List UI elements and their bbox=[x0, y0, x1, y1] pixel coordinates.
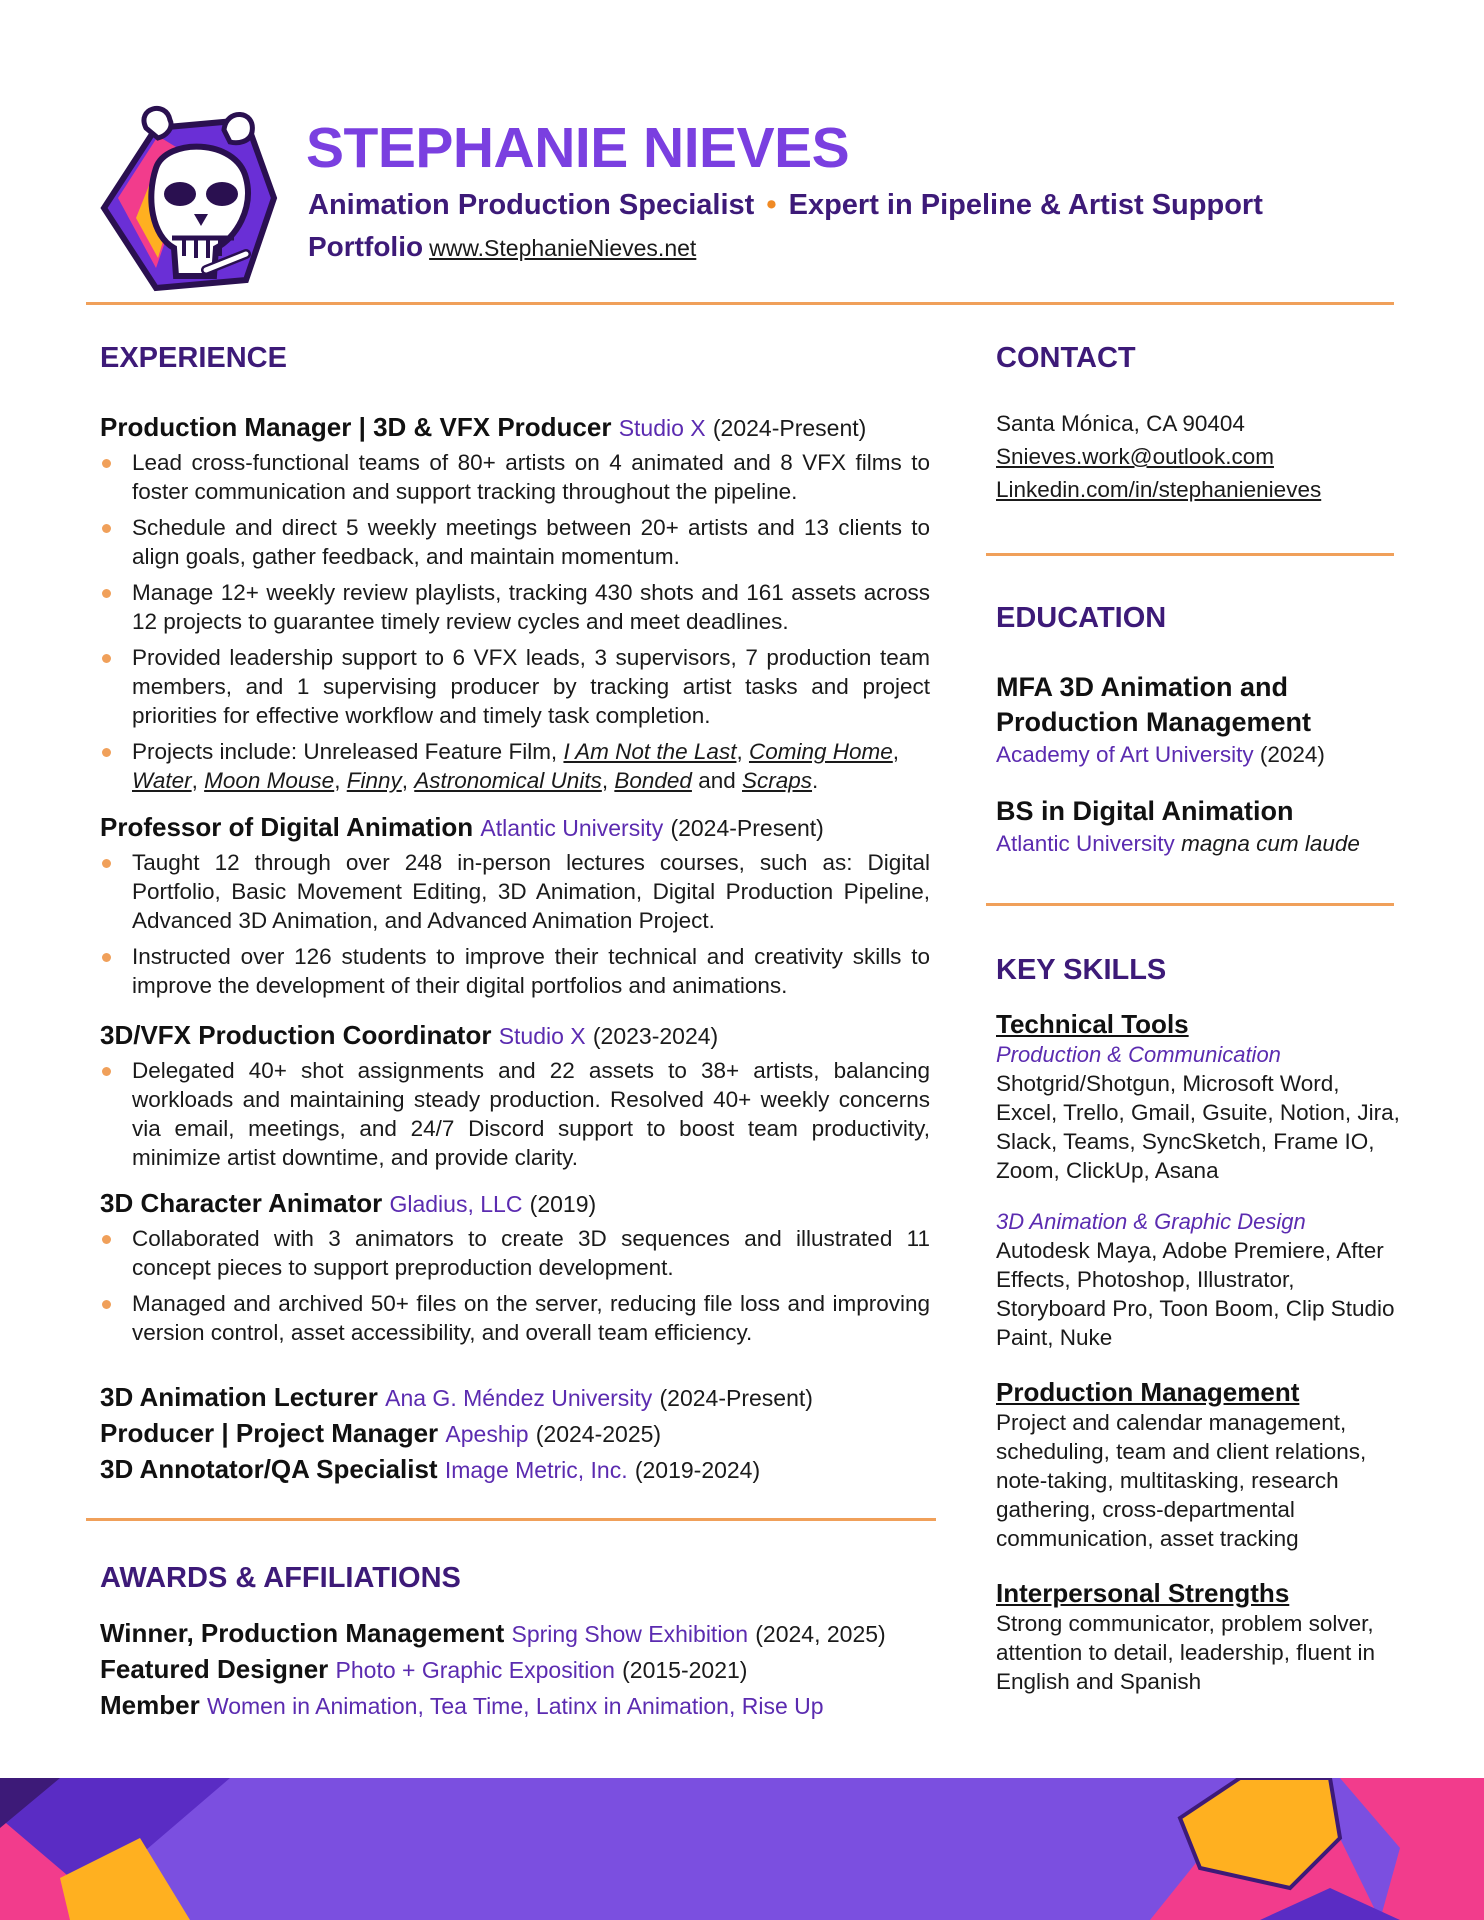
job-bullets bbox=[100, 848, 930, 1000]
headline-expertise: Expert in Pipeline & Artist Support bbox=[788, 189, 1263, 221]
award-item bbox=[100, 1652, 930, 1688]
headline-role: Animation Production Specialist bbox=[308, 189, 755, 221]
degree-honors: magna cum laude bbox=[1181, 831, 1360, 856]
award-title: Member bbox=[100, 1690, 200, 1720]
portfolio-line bbox=[308, 228, 696, 267]
award-title: Winner, Production Management bbox=[100, 1618, 505, 1648]
job-org: Studio X bbox=[498, 1023, 586, 1049]
degree-item bbox=[996, 794, 1406, 859]
job-bullet: Managed and archived 50+ files on the server, reducing file loss and improving version control, asset accessibility, and overall team efficiency. bbox=[100, 1289, 930, 1347]
award-org: Spring Show Exhibition bbox=[511, 1621, 749, 1647]
header-divider bbox=[86, 302, 1394, 305]
job-org: Gladius, LLC bbox=[389, 1191, 523, 1217]
job-bullet: Manage 12+ weekly review playlists, tracking 430 shots and 161 assets across 12 projects to guarantee timely review cycles and meet deadlines. bbox=[100, 578, 930, 636]
job-bullet: Taught 12 through over 248 in-person lectures courses, such as: Digital Portfolio, Basic Movement Editing, 3D Animation, Digital Production Pipeline, Advanced 3D Animation, and Advanced Animation Project. bbox=[100, 848, 930, 935]
skills-group-title: 3D Animation & Graphic Design bbox=[996, 1209, 1306, 1234]
other-role-org: Apeship bbox=[445, 1421, 529, 1447]
contact-location: Santa Mónica, CA 90404 bbox=[996, 411, 1245, 436]
awards-list bbox=[100, 1616, 930, 1724]
job-bullet: Lead cross-functional teams of 80+ artists on 4 animated and 8 VFX films to foster communication and support tracking throughout the pipeline. bbox=[100, 448, 930, 506]
skills-production-text: Project and calendar management, scheduling, team and client relations, note-taking, multitasking, research gathering, cross-departmental communication, asset tracking bbox=[996, 1410, 1367, 1551]
job-bullet: Provided leadership support to 6 VFX leads, 3 supervisors, 7 production team members, and 1 supervising producer by tracking artist tasks and project priorities for effective workflow and timely task completion. bbox=[100, 643, 930, 730]
other-role-title: 3D Animation Lecturer bbox=[100, 1382, 378, 1412]
degree-school: Academy of Art University bbox=[996, 742, 1254, 767]
job-bullet: Delegated 40+ shot assignments and 22 assets to 38+ artists, balancing workloads and maintaining steady production. Resolved 40+ weekly concerns via email, meetings, and 24/7 Discord support to boost team productivity, minimize artist downtime, and provide clarity. bbox=[100, 1056, 930, 1172]
project-title: Water bbox=[132, 768, 192, 793]
contact-heading: CONTACT bbox=[996, 342, 1136, 374]
job-professor bbox=[100, 811, 930, 1007]
job-org: Atlantic University bbox=[480, 815, 664, 841]
job-org: Studio X bbox=[618, 415, 706, 441]
skills-technical-title: Technical Tools bbox=[996, 1009, 1189, 1039]
job-bullet: Collaborated with 3 animators to create 3D sequences and illustrated 11 concept pieces to support preproduction development. bbox=[100, 1224, 930, 1282]
degree-year: (2024) bbox=[1259, 742, 1325, 767]
award-years: (2015-2021) bbox=[622, 1657, 748, 1683]
other-role bbox=[100, 1452, 930, 1488]
job-title-line bbox=[100, 411, 930, 444]
other-role-org: Ana G. Méndez University bbox=[385, 1385, 653, 1411]
skull-logo-icon bbox=[96, 98, 278, 294]
degree-title: BS in Digital Animation bbox=[996, 796, 1294, 826]
other-role bbox=[100, 1416, 930, 1452]
other-role-years: (2024-2025) bbox=[535, 1421, 662, 1447]
job-bullets bbox=[100, 1224, 930, 1347]
contact-divider bbox=[986, 553, 1394, 556]
job-title-line bbox=[100, 1187, 930, 1220]
other-role bbox=[100, 1380, 930, 1416]
skills-group-title: Production & Communication bbox=[996, 1042, 1281, 1067]
job-production-coordinator bbox=[100, 1019, 930, 1179]
job-title-line bbox=[100, 811, 930, 844]
skills-interpersonal-text: Strong communicator, problem solver, attention to detail, leadership, fluent in English and Spanish bbox=[996, 1611, 1376, 1694]
job-bullets bbox=[100, 448, 930, 795]
project-title: I Am Not the Last bbox=[563, 739, 737, 764]
experience-divider bbox=[86, 1518, 936, 1521]
footer-banner bbox=[0, 1778, 1484, 1920]
project-title: Moon Mouse bbox=[204, 768, 335, 793]
skills-production-title: Production Management bbox=[996, 1377, 1300, 1407]
degree-school: Atlantic University bbox=[996, 831, 1175, 856]
education-block bbox=[996, 670, 1406, 859]
degree-school-line bbox=[996, 829, 1406, 859]
job-role: 3D/VFX Production Coordinator bbox=[100, 1020, 492, 1050]
degree-title: MFA 3D Animation and bbox=[996, 672, 1289, 702]
job-character-animator bbox=[100, 1187, 930, 1354]
degree-item bbox=[996, 670, 1406, 770]
contact-email-link[interactable]: Snieves.work@outlook.com bbox=[996, 444, 1274, 469]
other-role-years: (2024-Present) bbox=[659, 1385, 813, 1411]
job-bullet: Instructed over 126 students to improve their technical and creativity skills to improve the development of their digital portfolios and animations. bbox=[100, 942, 930, 1000]
other-role-years: (2019-2024) bbox=[634, 1457, 761, 1483]
other-role-org: Image Metric, Inc. bbox=[444, 1457, 628, 1483]
skills-group-text: Shotgrid/Shotgun, Microsoft Word, Excel, Trello, Gmail, Gsuite, Notion, Jira, Slack, Teams, SyncSketch, Frame IO, Zoom, ClickUp, Asana bbox=[996, 1071, 1400, 1183]
job-years: (2024-Present) bbox=[712, 415, 867, 441]
projects-and: and bbox=[698, 768, 736, 793]
job-role: Professor of Digital Animation bbox=[100, 812, 474, 842]
other-roles bbox=[100, 1380, 930, 1488]
awards-heading: AWARDS & AFFILIATIONS bbox=[100, 1562, 461, 1594]
portfolio-link[interactable]: www.StephanieNieves.net bbox=[429, 235, 697, 261]
project-title: Bonded bbox=[614, 768, 692, 793]
headline bbox=[308, 186, 1263, 224]
project-title: Coming Home bbox=[748, 739, 893, 764]
education-divider bbox=[986, 903, 1394, 906]
education-heading: EDUCATION bbox=[996, 602, 1167, 634]
other-role-title: Producer | Project Manager bbox=[100, 1418, 439, 1448]
other-role-title: 3D Annotator/QA Specialist bbox=[100, 1454, 438, 1484]
job-title-line bbox=[100, 1019, 930, 1052]
job-bullet-projects: Projects include: Unreleased Feature Film, I Am Not the Last, Coming Home, Water, Moon Mouse, Finny, Astronomical Units, Bonded and Scraps. bbox=[100, 737, 930, 795]
award-item bbox=[100, 1616, 930, 1652]
award-years: (2024, 2025) bbox=[755, 1621, 886, 1647]
degree-school-line bbox=[996, 740, 1406, 770]
experience-heading: EXPERIENCE bbox=[100, 342, 287, 374]
contact-block bbox=[996, 407, 1406, 506]
job-years: (2024-Present) bbox=[670, 815, 824, 841]
skills-interpersonal-title: Interpersonal Strengths bbox=[996, 1578, 1290, 1608]
job-role: 3D Character Animator bbox=[100, 1188, 383, 1218]
contact-linkedin-link[interactable]: Linkedin.com/in/stephanienieves bbox=[996, 477, 1322, 502]
degree-title: Production Management bbox=[996, 707, 1312, 737]
job-bullets bbox=[100, 1056, 930, 1172]
job-bullet: Schedule and direct 5 weekly meetings between 20+ artists and 13 clients to align goals, gather feedback, and maintain momentum. bbox=[100, 513, 930, 571]
skills-block bbox=[996, 1008, 1406, 1696]
portfolio-label: Portfolio bbox=[308, 231, 424, 262]
project-title: Astronomical Units bbox=[414, 768, 602, 793]
candidate-name: STEPHANIE NIEVES bbox=[306, 116, 850, 180]
project-title: Scraps bbox=[742, 768, 813, 793]
award-item bbox=[100, 1688, 930, 1724]
projects-intro: Projects include: Unreleased Feature Film, bbox=[132, 739, 558, 764]
skills-group-text: Autodesk Maya, Adobe Premiere, After Effects, Photoshop, Illustrator, Storyboard Pro, Toon Boom, Clip Studio Paint, Nuke bbox=[996, 1238, 1395, 1350]
award-title: Featured Designer bbox=[100, 1654, 329, 1684]
skills-heading: KEY SKILLS bbox=[996, 954, 1167, 986]
affiliation-orgs: Women in Animation, Tea Time, Latinx in Animation, Rise Up bbox=[206, 1693, 824, 1719]
footer-shapes-icon bbox=[0, 1778, 1484, 1920]
award-org: Photo + Graphic Exposition bbox=[335, 1657, 615, 1683]
job-role: Production Manager | 3D & VFX Producer bbox=[100, 412, 612, 442]
headline-separator: • bbox=[766, 189, 777, 221]
job-production-manager bbox=[100, 411, 930, 802]
job-years: (2019) bbox=[529, 1191, 597, 1217]
project-title: Finny bbox=[346, 768, 402, 793]
job-years: (2023-2024) bbox=[592, 1023, 719, 1049]
